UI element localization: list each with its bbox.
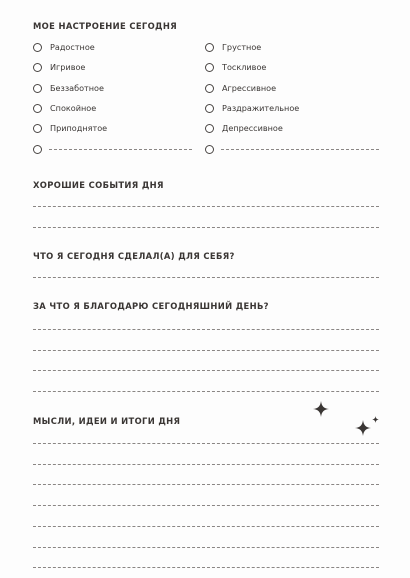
thoughts-line[interactable] (33, 443, 379, 444)
radio-button[interactable] (205, 63, 214, 72)
gratitude-line[interactable] (33, 370, 379, 371)
thoughts-line[interactable] (33, 484, 379, 485)
mood-option-label: Раздражительное (222, 103, 300, 113)
gratitude-line[interactable] (33, 350, 379, 351)
sparkle-icon (313, 401, 329, 417)
mood-option-playful[interactable] (33, 60, 85, 74)
radio-button[interactable] (205, 145, 214, 154)
mood-option-aggressive[interactable] (205, 81, 276, 95)
good-events-line[interactable] (33, 206, 379, 207)
thoughts-line[interactable] (33, 567, 379, 568)
radio-button[interactable] (205, 124, 214, 133)
thoughts-line[interactable] (33, 547, 379, 548)
thoughts-line[interactable] (33, 505, 379, 506)
mood-option-label: Депрессивное (222, 123, 283, 133)
mood-option-label: Тоскливое (222, 62, 267, 72)
thoughts-section-title: МЫСЛИ, ИДЕИ И ИТОГИ ДНЯ (33, 416, 181, 426)
radio-button[interactable] (205, 104, 214, 113)
radio-button[interactable] (33, 43, 42, 52)
thoughts-line[interactable] (33, 526, 379, 527)
mood-option-irritable[interactable] (205, 101, 299, 115)
mood-option-depressive[interactable] (205, 121, 283, 135)
mood-option-elevated[interactable] (33, 121, 107, 135)
radio-button[interactable] (205, 84, 214, 93)
radio-button[interactable] (33, 145, 42, 154)
mood-option-label: Приподнятое (50, 123, 108, 133)
mood-option-label: Грустное (222, 42, 262, 52)
mood-option-carefree[interactable] (33, 81, 104, 95)
mood-option-calm[interactable] (33, 101, 96, 115)
mood-option-sad[interactable] (205, 40, 261, 54)
good-events-section-title: ХОРОШИЕ СОБЫТИЯ ДНЯ (33, 180, 164, 190)
did-for-self-section-title: ЧТО Я СЕГОДНЯ СДЕЛАЛ(А) ДЛЯ СЕБЯ? (33, 251, 235, 261)
mood-option-label: Радостное (50, 42, 95, 52)
mood-option-custom-right[interactable] (205, 142, 214, 156)
mood-custom-line-right[interactable] (221, 149, 379, 150)
mood-option-melancholic[interactable] (205, 60, 266, 74)
thoughts-line[interactable] (33, 464, 379, 465)
gratitude-line[interactable] (33, 329, 379, 330)
gratitude-section-title: ЗА ЧТО Я БЛАГОДАРЮ СЕГОДНЯШНИЙ ДЕНЬ? (33, 301, 269, 311)
mood-option-label: Беззаботное (50, 83, 104, 93)
radio-button[interactable] (33, 63, 42, 72)
radio-button[interactable] (33, 84, 42, 93)
mood-option-label: Игривое (50, 62, 86, 72)
small-sparkle-icon (372, 416, 379, 423)
good-events-line[interactable] (33, 227, 379, 228)
mood-option-label: Спокойное (50, 103, 97, 113)
mood-option-joyful[interactable] (33, 40, 95, 54)
radio-button[interactable] (205, 43, 214, 52)
mood-option-custom-left[interactable] (33, 142, 42, 156)
gratitude-line[interactable] (33, 391, 379, 392)
mood-custom-line-left[interactable] (49, 149, 192, 150)
mood-option-label: Агрессивное (222, 83, 277, 93)
radio-button[interactable] (33, 104, 42, 113)
sparkle-icon (355, 420, 371, 436)
did-for-self-line[interactable] (33, 277, 379, 278)
radio-button[interactable] (33, 124, 42, 133)
mood-section-title: МОЕ НАСТРОЕНИЕ СЕГОДНЯ (33, 21, 178, 31)
